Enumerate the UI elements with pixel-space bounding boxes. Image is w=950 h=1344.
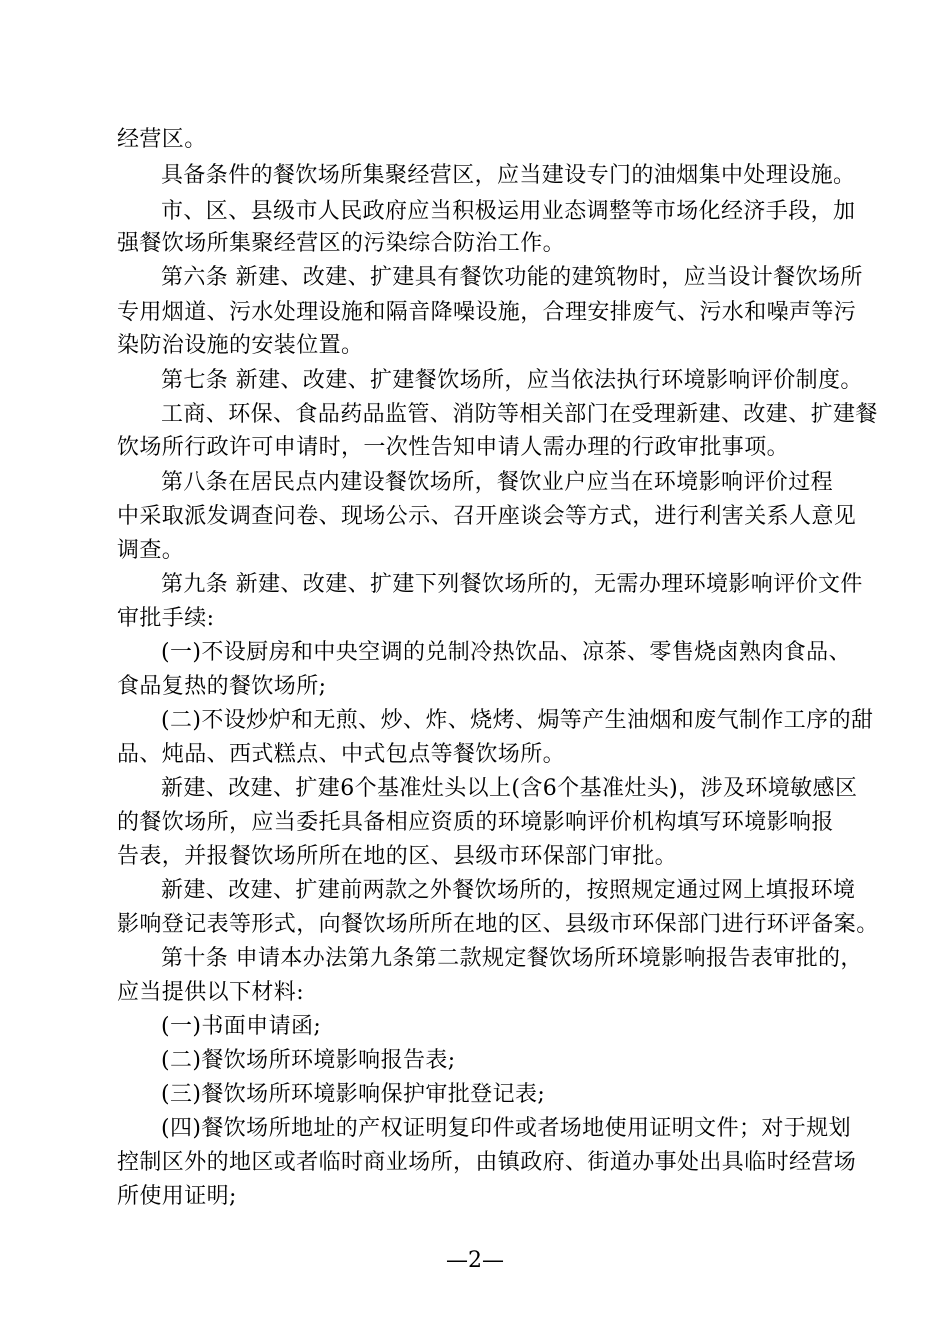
text-line: 第八条在居民点内建设餐饮场所，餐饮业户应当在环境影响评价过程	[161, 470, 834, 495]
text-line: 新建、改建、扩建前两款之外餐饮场所的，按照规定通过网上填报环境	[161, 878, 856, 903]
text-line: 工商、环保、食品药品监管、消防等相关部门在受理新建、改建、扩建餐	[161, 402, 878, 427]
text-line: (三)餐饮场所环境影响保护审批登记表;	[161, 1082, 546, 1107]
text-line: (四)餐饮场所地址的产权证明复印件或者场地使用证明文件；对于规划	[161, 1116, 851, 1141]
text-line: 食品复热的餐饮场所;	[117, 674, 327, 699]
text-line: 中采取派发调查问卷、现场公示、召开座谈会等方式，进行利害关系人意见	[117, 504, 857, 529]
text-line: 影响登记表等形式，向餐饮场所所在地的区、县级市环保部门进行环评备案。	[117, 912, 879, 937]
text-line: 市、区、县级市人民政府应当积极运用业态调整等市场化经济手段，加	[161, 199, 856, 224]
text-line: 第十条 申请本办法第九条第二款规定餐饮场所环境影响报告表审批的，	[161, 946, 863, 971]
text-line: 具备条件的餐饮场所集聚经营区，应当建设专门的油烟集中处理设施。	[161, 163, 856, 188]
text-line: 的餐饮场所，应当委托具备相应资质的环境影响评价机构填写环境影响报	[117, 810, 834, 835]
text-line: (一)不设厨房和中央空调的兑制冷热饮品、凉茶、零售烧卤熟肉食品、	[161, 640, 851, 665]
text-line: 专用烟道、污水处理设施和隔音降噪设施，合理安排废气、污水和噪声等污	[117, 300, 857, 325]
text-line: 第九条 新建、改建、扩建下列餐饮场所的，无需办理环境影响评价文件	[161, 572, 863, 597]
text-line: 饮场所行政许可申请时，一次性告知申请人需办理的行政审批事项。	[117, 435, 790, 460]
text-line: 品、炖品、西式糕点、中式包点等餐饮场所。	[117, 742, 566, 767]
text-line: (一)书面申请函;	[161, 1014, 322, 1039]
text-line: 新建、改建、扩建6个基准灶头以上(含6个基准灶头)，涉及环境敏感区	[161, 776, 858, 801]
text-line: 告表，并报餐饮场所所在地的区、县级市环保部门审批。	[117, 844, 678, 869]
text-line: 控制区外的地区或者临时商业场所，由镇政府、街道办事处出具临时经营场	[117, 1150, 857, 1175]
text-line: 第六条 新建、改建、扩建具有餐饮功能的建筑物时，应当设计餐饮场所	[161, 265, 863, 290]
page-number: —2—	[446, 1248, 504, 1273]
text-line: (二)餐饮场所环境影响报告表;	[161, 1048, 456, 1073]
text-line: 经营区。	[117, 127, 207, 152]
text-line: 所使用证明;	[117, 1184, 237, 1209]
text-line: 第七条 新建、改建、扩建餐饮场所，应当依法执行环境影响评价制度。	[161, 368, 863, 393]
text-line: 调查。	[117, 538, 185, 563]
text-line: 审批手续:	[117, 606, 215, 631]
text-line: 染防治设施的安装位置。	[117, 333, 364, 358]
text-line: 应当提供以下材料:	[117, 980, 305, 1005]
text-line: 强餐饮场所集聚经营区的污染综合防治工作。	[117, 231, 566, 256]
text-line: (二)不设炒炉和无煎、炒、炸、烧烤、焗等产生油烟和废气制作工序的甜	[161, 708, 874, 733]
